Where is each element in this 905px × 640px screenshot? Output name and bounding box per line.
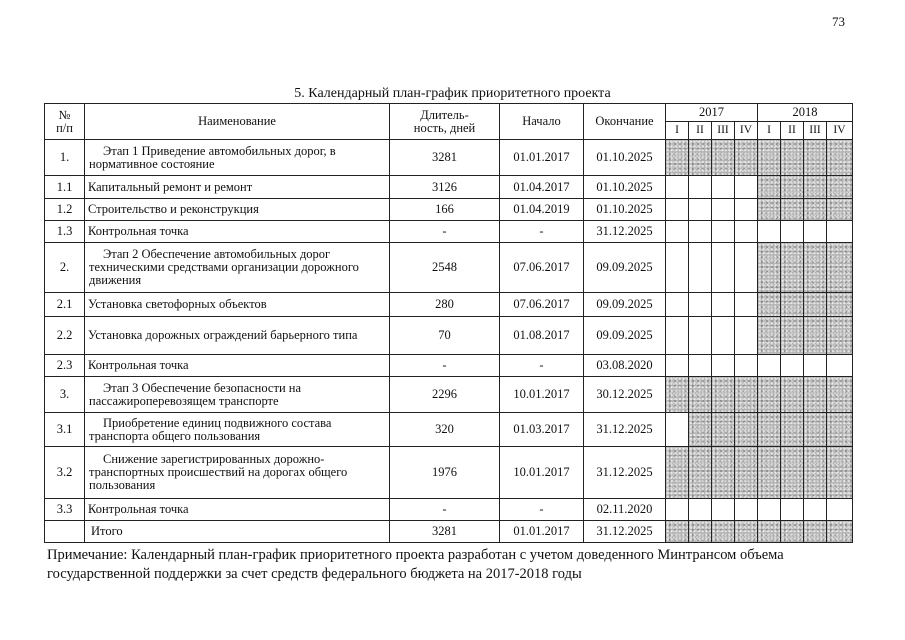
gantt-empty-cell xyxy=(712,293,735,317)
gantt-bar-cell xyxy=(689,377,712,413)
row-start: - xyxy=(500,499,584,521)
gantt-empty-cell xyxy=(827,221,853,243)
gantt-bar-cell xyxy=(758,317,781,355)
gantt-bar-cell xyxy=(758,413,781,447)
row-end: 01.10.2025 xyxy=(584,199,666,221)
row-num: 3.3 xyxy=(45,499,85,521)
gantt-empty-cell xyxy=(735,199,758,221)
row-name: Этап 1 Приведение автомобильных дорог, в нормативное состояние xyxy=(85,140,390,176)
row-duration: 2296 xyxy=(390,377,500,413)
gantt-empty-cell xyxy=(758,499,781,521)
row-num: 3. xyxy=(45,377,85,413)
gantt-bar-cell xyxy=(666,140,689,176)
gantt-bar-cell xyxy=(712,413,735,447)
row-end: 09.09.2025 xyxy=(584,317,666,355)
row-name: Контрольная точка xyxy=(85,499,390,521)
header-start: Начало xyxy=(500,104,584,140)
table-title: 5. Календарный план-график приоритетного проекта xyxy=(294,86,611,101)
gantt-empty-cell xyxy=(827,499,853,521)
gantt-empty-cell xyxy=(666,243,689,293)
row-name: Контрольная точка xyxy=(85,355,390,377)
gantt-bar-cell xyxy=(735,377,758,413)
table-row xyxy=(45,413,853,447)
gantt-bar-cell xyxy=(758,377,781,413)
gantt-empty-cell xyxy=(712,221,735,243)
row-num: 2.1 xyxy=(45,293,85,317)
row-start: 07.06.2017 xyxy=(500,293,584,317)
gantt-empty-cell xyxy=(666,413,689,447)
header-duration xyxy=(390,104,500,140)
gantt-empty-cell xyxy=(735,317,758,355)
table-row xyxy=(45,221,853,243)
gantt-empty-cell xyxy=(712,199,735,221)
gantt-bar-cell xyxy=(804,140,827,176)
row-num: 3.2 xyxy=(45,447,85,499)
gantt-bar-cell xyxy=(827,293,853,317)
gantt-bar-cell xyxy=(758,293,781,317)
row-start: 01.04.2019 xyxy=(500,199,584,221)
row-num: 1.1 xyxy=(45,176,85,199)
gantt-bar-cell xyxy=(689,140,712,176)
row-duration: - xyxy=(390,221,500,243)
gantt-empty-cell xyxy=(666,199,689,221)
gantt-empty-cell xyxy=(735,243,758,293)
table-row xyxy=(45,176,853,199)
gantt-bar-cell xyxy=(781,377,804,413)
row-start: 07.06.2017 xyxy=(500,243,584,293)
gantt-bar-cell xyxy=(804,293,827,317)
row-end: 09.09.2025 xyxy=(584,293,666,317)
header-quarter: IV xyxy=(827,122,853,140)
gantt-empty-cell xyxy=(712,176,735,199)
gantt-empty-cell xyxy=(666,317,689,355)
row-end: 02.11.2020 xyxy=(584,499,666,521)
gantt-bar-cell xyxy=(666,447,689,499)
gantt-empty-cell xyxy=(735,176,758,199)
gantt-bar-cell xyxy=(804,447,827,499)
row-num: 3.1 xyxy=(45,413,85,447)
table-row xyxy=(45,293,853,317)
row-name: Установка дорожных ограждений барьерного типа xyxy=(85,317,390,355)
row-duration: 280 xyxy=(390,293,500,317)
header-end: Окончание xyxy=(584,104,666,140)
gantt-empty-cell xyxy=(666,499,689,521)
table-row xyxy=(45,199,853,221)
gantt-empty-cell xyxy=(712,499,735,521)
row-end: 31.12.2025 xyxy=(584,447,666,499)
row-start: 01.08.2017 xyxy=(500,317,584,355)
gantt-empty-cell xyxy=(781,221,804,243)
gantt-bar-cell xyxy=(781,293,804,317)
gantt-empty-cell xyxy=(666,355,689,377)
row-end: 03.08.2020 xyxy=(584,355,666,377)
header-num-text: № п/п xyxy=(56,107,73,135)
gantt-bar-cell xyxy=(804,176,827,199)
row-start: - xyxy=(500,221,584,243)
row-duration: - xyxy=(390,499,500,521)
gantt-bar-cell xyxy=(827,199,853,221)
header-quarter: I xyxy=(666,122,689,140)
gantt-empty-cell xyxy=(666,176,689,199)
row-start: 01.01.2017 xyxy=(500,521,584,543)
row-name: Этап 3 Обеспечение безопасности на пассажироперевозящем транспорте xyxy=(85,377,390,413)
gantt-empty-cell xyxy=(712,317,735,355)
row-end: 30.12.2025 xyxy=(584,377,666,413)
gantt-empty-cell xyxy=(804,355,827,377)
gantt-bar-cell xyxy=(804,413,827,447)
gantt-bar-cell xyxy=(781,243,804,293)
table-row xyxy=(45,140,853,176)
gantt-empty-cell xyxy=(735,293,758,317)
gantt-bar-cell xyxy=(827,140,853,176)
row-name: Установка светофорных объектов xyxy=(85,293,390,317)
row-duration: 3281 xyxy=(390,521,500,543)
gantt-bar-cell xyxy=(735,521,758,543)
gantt-empty-cell xyxy=(827,355,853,377)
row-name: Приобретение единиц подвижного состава транспорта общего пользования xyxy=(85,413,390,447)
gantt-bar-cell xyxy=(712,521,735,543)
gantt-bar-cell xyxy=(712,447,735,499)
gantt-bar-cell xyxy=(758,199,781,221)
gantt-bar-cell xyxy=(781,176,804,199)
gantt-bar-cell xyxy=(781,140,804,176)
gantt-bar-cell xyxy=(758,140,781,176)
gantt-empty-cell xyxy=(689,355,712,377)
header-quarter: II xyxy=(781,122,804,140)
gantt-empty-cell xyxy=(689,499,712,521)
gantt-empty-cell xyxy=(735,355,758,377)
gantt-bar-cell xyxy=(758,176,781,199)
row-start: 10.01.2017 xyxy=(500,447,584,499)
gantt-empty-cell xyxy=(689,317,712,355)
gantt-empty-cell xyxy=(689,199,712,221)
gantt-bar-cell xyxy=(804,377,827,413)
row-end: 01.10.2025 xyxy=(584,176,666,199)
page-number: 73 xyxy=(832,14,845,29)
table-row xyxy=(45,317,853,355)
header-year-2017: 2017 xyxy=(666,104,758,122)
gantt-bar-cell xyxy=(781,413,804,447)
row-num: 2.3 xyxy=(45,355,85,377)
gantt-empty-cell xyxy=(712,243,735,293)
row-duration: 2548 xyxy=(390,243,500,293)
gantt-bar-cell xyxy=(781,199,804,221)
gantt-bar-cell xyxy=(827,377,853,413)
row-num: 1. xyxy=(45,140,85,176)
row-num xyxy=(45,521,85,543)
gantt-bar-cell xyxy=(689,521,712,543)
footnote: Примечание: Календарный план-график приоритетного проекта разработан с учетом доведенного Минтрансом объема государственной поддержки за счет средств федерального бюджета на 2017-2018 годы xyxy=(47,547,784,582)
row-num: 1.2 xyxy=(45,199,85,221)
gantt-bar-cell xyxy=(827,447,853,499)
row-num: 1.3 xyxy=(45,221,85,243)
gantt-bar-cell xyxy=(758,447,781,499)
gantt-empty-cell xyxy=(712,355,735,377)
row-name: Снижение зарегистрированных дорожно-транспортных происшествий на дорогах общего пользования xyxy=(85,447,390,499)
row-end: 09.09.2025 xyxy=(584,243,666,293)
gantt-bar-cell xyxy=(804,317,827,355)
gantt-bar-cell xyxy=(827,243,853,293)
gantt-bar-cell xyxy=(827,176,853,199)
row-duration: 70 xyxy=(390,317,500,355)
gantt-empty-cell xyxy=(689,221,712,243)
header-quarter: II xyxy=(689,122,712,140)
gantt-empty-cell xyxy=(735,221,758,243)
row-end: 31.12.2025 xyxy=(584,413,666,447)
gantt-empty-cell xyxy=(781,355,804,377)
row-start: - xyxy=(500,355,584,377)
row-num: 2. xyxy=(45,243,85,293)
gantt-bar-cell xyxy=(712,377,735,413)
gantt-bar-cell xyxy=(804,243,827,293)
header-name: Наименование xyxy=(85,104,390,140)
gantt-empty-cell xyxy=(666,221,689,243)
gantt-empty-cell xyxy=(804,499,827,521)
gantt-empty-cell xyxy=(781,499,804,521)
gantt-bar-cell xyxy=(804,199,827,221)
gantt-bar-cell xyxy=(666,521,689,543)
gantt-bar-cell xyxy=(735,447,758,499)
gantt-bar-cell xyxy=(781,317,804,355)
gantt-bar-cell xyxy=(827,521,853,543)
table-row xyxy=(45,355,853,377)
gantt-bar-cell xyxy=(827,413,853,447)
header-year-2018: 2018 xyxy=(758,104,853,122)
gantt-empty-cell xyxy=(689,176,712,199)
header-quarter: III xyxy=(712,122,735,140)
row-start: 01.03.2017 xyxy=(500,413,584,447)
gantt-empty-cell xyxy=(758,355,781,377)
gantt-bar-cell xyxy=(666,377,689,413)
row-duration: 320 xyxy=(390,413,500,447)
row-start: 10.01.2017 xyxy=(500,377,584,413)
row-end: 01.10.2025 xyxy=(584,140,666,176)
row-name: Этап 2 Обеспечение автомобильных дорог техническими средствами организации дорожного движения xyxy=(85,243,390,293)
gantt-bar-cell xyxy=(827,317,853,355)
row-duration: 166 xyxy=(390,199,500,221)
row-duration: 3281 xyxy=(390,140,500,176)
gantt-bar-cell xyxy=(758,521,781,543)
header-duration-text: Длитель- ность, дней xyxy=(413,107,476,135)
header-quarter: IV xyxy=(735,122,758,140)
gantt-empty-cell xyxy=(804,221,827,243)
row-end: 31.12.2025 xyxy=(584,521,666,543)
schedule-table xyxy=(44,103,853,543)
row-duration: 1976 xyxy=(390,447,500,499)
gantt-bar-cell xyxy=(735,413,758,447)
gantt-bar-cell xyxy=(781,447,804,499)
row-name: Строительство и реконструкция xyxy=(85,199,390,221)
row-duration: 3126 xyxy=(390,176,500,199)
header-quarter: I xyxy=(758,122,781,140)
schedule-rows xyxy=(45,140,853,543)
row-name: Капитальный ремонт и ремонт xyxy=(85,176,390,199)
gantt-empty-cell xyxy=(758,221,781,243)
header-num xyxy=(45,104,85,140)
table-row xyxy=(45,521,853,543)
gantt-empty-cell xyxy=(735,499,758,521)
gantt-empty-cell xyxy=(666,293,689,317)
row-duration: - xyxy=(390,355,500,377)
gantt-bar-cell xyxy=(804,521,827,543)
gantt-bar-cell xyxy=(781,521,804,543)
row-num: 2.2 xyxy=(45,317,85,355)
gantt-bar-cell xyxy=(735,140,758,176)
gantt-bar-cell xyxy=(712,140,735,176)
gantt-bar-cell xyxy=(689,447,712,499)
gantt-empty-cell xyxy=(689,243,712,293)
row-name: Контрольная точка xyxy=(85,221,390,243)
row-start: 01.01.2017 xyxy=(500,140,584,176)
table-row xyxy=(45,447,853,499)
gantt-bar-cell xyxy=(758,243,781,293)
row-start: 01.04.2017 xyxy=(500,176,584,199)
row-name: Итого xyxy=(85,521,390,543)
table-row xyxy=(45,499,853,521)
table-row xyxy=(45,243,853,293)
table-row xyxy=(45,377,853,413)
row-end: 31.12.2025 xyxy=(584,221,666,243)
header-quarter: III xyxy=(804,122,827,140)
gantt-bar-cell xyxy=(689,413,712,447)
gantt-empty-cell xyxy=(689,293,712,317)
